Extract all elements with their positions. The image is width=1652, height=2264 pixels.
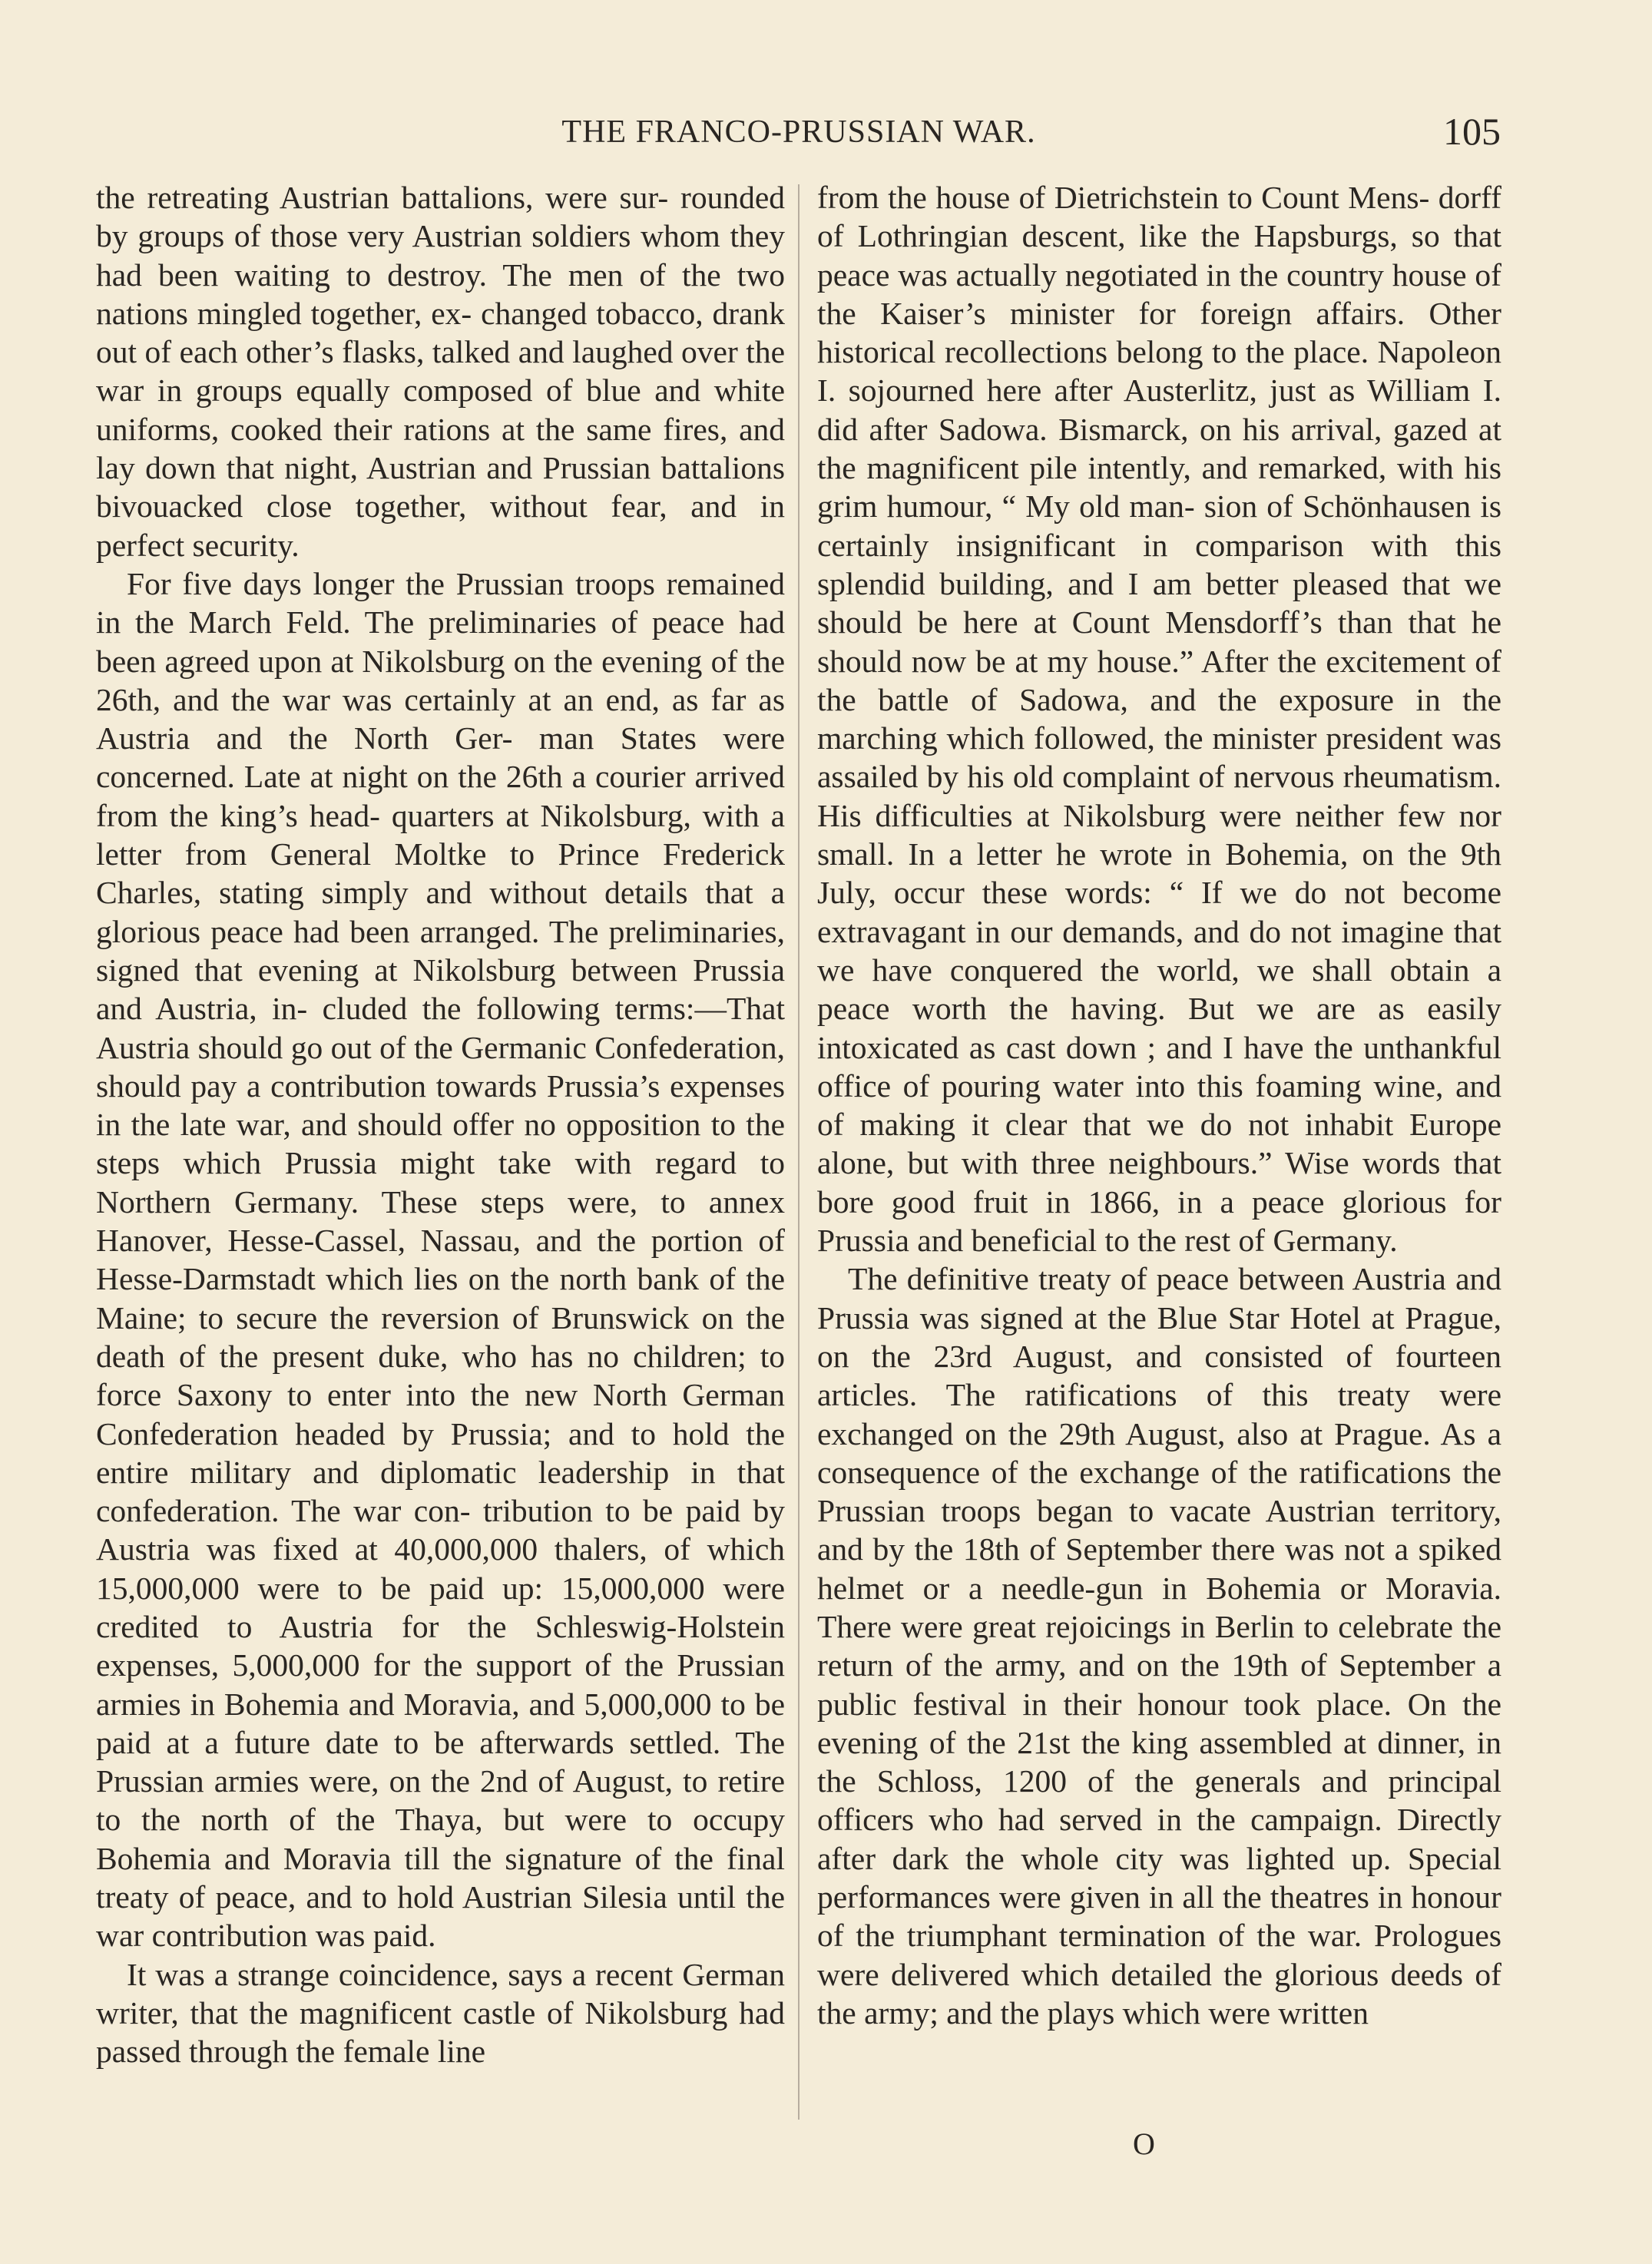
page-number: 105: [1443, 110, 1501, 153]
paragraph: For five days longer the Prussian troops remained in the March Feld. The preliminaries of peace had been agreed upon at Nikolsburg on the evening of the 26th, and the war was certainly at an end, as far as Austria and the North Ger- man States were concerned. Late at night on the 26th a courier arrived from the king’s head- quarters at Nikolsburg, with a letter from General Moltke to Prince Frederick Charles, stating simply and without details that a glorious peace had been arranged. The preliminaries, signed that evening at Nikolsburg between Prussia and Austria, in- cluded the following terms:—That Austria should go out of the Germanic Confederation, should pay a contribution towards Prussia’s expenses in the late war, and should offer no opposition to the steps which Prussia might take with regard to Northern Germany. These steps were, to annex Hanover, Hesse-Cassel, Nassau, and the portion of Hesse-Darmstadt which lies on the north bank of the Maine; to secure the reversion of Brunswick on the death of the present duke, who has no children; to force Saxony to enter into the new North German Confederation headed by Prussia; and to hold the entire military and diplomatic leadership in that confederation. The war con- tribution to be paid by Austria was fixed at 40,000,000 thalers, of which 15,000,000 were to be paid up: 15,000,000 were credited to Austria for the Schleswig-Holstein expenses, 5,000,000 for the support of the Prussian armies in Bohemia and Moravia, and 5,000,000 to be paid at a future date to be afterwards settled. The Prussian armies were, on the 2nd of August, to retire to the north of the Thaya, but were to occupy Bohemia and Moravia till the signature of the final treaty of peace, and to hold Austrian Silesia until the war contribution was paid.: [96, 565, 785, 1954]
running-header: [92, 110, 1505, 160]
column-divider: [798, 184, 800, 2120]
running-title: THE FRANCO-PRUSSIAN WAR.: [561, 114, 1036, 150]
left-column: [96, 178, 785, 2071]
signature-mark: O: [1133, 2127, 1155, 2161]
paragraph: the retreating Austrian battalions, were sur- rounded by groups of those very Austrian soldiers whom they had been waiting to destroy. The men of the two nations mingled together, ex- changed tobacco, drank out of each other’s flasks, talked and laughed over the war in groups equally composed of blue and white uniforms, cooked their rations at the same fires, and lay down that night, Austrian and Prussian battalions bivouacked close together, without fear, and in perfect security.: [96, 180, 785, 563]
paragraph: The definitive treaty of peace between Austria and Prussia was signed at the Blue Star Hotel at Prague, on the 23rd August, and consisted of fourteen articles. The ratifications of this treaty were exchanged on the 29th August, also at Prague. As a consequence of the exchange of the ratifications the Prussian troops began to vacate Austrian territory, and by the 18th of September there was not a spiked helmet or a needle-gun in Bohemia or Moravia. There were great rejoicings in Berlin to celebrate the return of the army, and on the 19th of September a public festival in their honour took place. On the evening of the 21st the king assembled at dinner, in the Schloss, 1200 of the generals and principal officers who had served in the campaign. Directly after dark the whole city was lighted up. Special performances were given in all the theatres in honour of the triumphant termination of the war. Prologues were delivered which detailed the glorious deeds of the army; and the plays which were written: [817, 1261, 1501, 2031]
right-column: [817, 178, 1501, 2032]
paragraph: It was a strange coincidence, says a recent German writer, that the magnificent castle of Nikolsburg had passed through the female line: [96, 1956, 785, 2070]
paragraph: from the house of Dietrichstein to Count Mens- dorff of Lothringian descent, like the Hapsburgs, so that peace was actually negotiated in the country house of the Kaiser’s minister for foreign affairs. Other historical recollections belong to the place. Napoleon I. sojourned here after Austerlitz, just as William I. did after Sadowa. Bismarck, on his arrival, gazed at the magnificent pile intently, and remarked, with his grim humour, “ My old man- sion of Schönhausen is certainly insignificant in comparison with this splendid building, and I am better pleased that we should be here at Count Mensdorff’s than that he should now be at my house.” After the excitement of the battle of Sadowa, and the exposure in the marching which followed, the minister president was assailed by his old complaint of nervous rheumatism. His difficulties at Nikolsburg were neither few nor small. In a letter he wrote in Bohemia, on the 9th July, occur these words: “ If we do not become extravagant in our demands, and do not imagine that we have conquered the world, we shall obtain a peace worth the having. But we are as easily intoxicated as cast down ; and I have the unthankful office of pouring water into this foaming wine, and of making it clear that we do not inhabit Europe alone, but with three neighbours.” Wise words that bore good fruit in 1866, in a peace glorious for Prussia and beneficial to the rest of Germany.: [817, 180, 1501, 1259]
